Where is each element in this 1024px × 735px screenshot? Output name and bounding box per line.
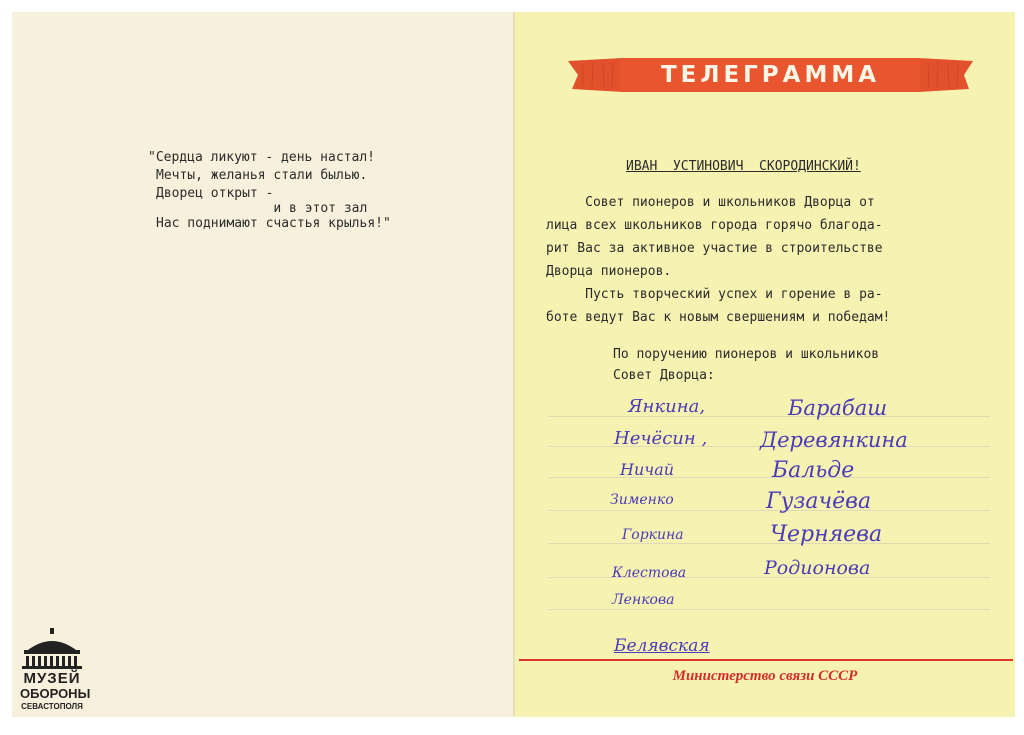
left-page bbox=[12, 12, 514, 717]
poem-line: Нас поднимают счастья крылья!" bbox=[156, 216, 391, 231]
ruled-line bbox=[548, 477, 990, 478]
logo-line: МУЗЕЙ bbox=[23, 670, 81, 687]
signature: Янкина, bbox=[628, 396, 706, 417]
logo-line: ОБОРОНЫ bbox=[20, 686, 91, 701]
signature: Деревянкина bbox=[760, 428, 908, 452]
body-line: лица всех школьников города горячо благода- bbox=[546, 218, 883, 233]
signature: Нечёсин , bbox=[614, 428, 708, 449]
footer-rule bbox=[519, 659, 1013, 661]
museum-logo bbox=[20, 628, 91, 718]
body-line: Пусть творческий успех и горение в ра- bbox=[546, 287, 883, 302]
addressee: ИВАН УСТИНОВИЧ СКОРОДИНСКИЙ! bbox=[626, 159, 861, 174]
signature: Барабаш bbox=[788, 396, 888, 420]
signature: Черняева bbox=[770, 522, 883, 547]
telegram-banner bbox=[568, 58, 973, 92]
signature: Ленкова bbox=[612, 592, 675, 608]
closing-line: Совет Дворца: bbox=[613, 368, 715, 383]
signature: Гузачёва bbox=[766, 489, 872, 514]
signature: Родионова bbox=[764, 557, 871, 579]
closing-line: По поручению пионеров и школьников bbox=[613, 347, 880, 362]
ministry-footer: Министерство связи СССР bbox=[672, 668, 858, 684]
signature: Бальде bbox=[772, 458, 855, 483]
logo-line: СЕВАСТОПОЛЯ bbox=[21, 702, 83, 711]
ruled-line bbox=[548, 416, 990, 417]
body-line: Совет пионеров и школьников Дворца от bbox=[546, 195, 875, 210]
ruled-line bbox=[548, 543, 990, 544]
signature: Белявская bbox=[614, 636, 710, 656]
poem-line: Мечты, желанья стали былью. bbox=[156, 168, 368, 183]
telegram-title: ТЕЛЕГРАММА bbox=[660, 62, 881, 88]
ruled-line bbox=[548, 609, 990, 610]
body-line: боте ведут Вас к новым свершениям и победам! bbox=[546, 310, 891, 325]
poem-line: и в этот зал bbox=[156, 201, 368, 216]
signature: Клестова bbox=[612, 565, 687, 581]
signature: Зименко bbox=[610, 492, 674, 508]
poem-line: Дворец открыт - bbox=[156, 186, 274, 201]
body-line: рит Вас за активное участие в строительстве bbox=[546, 241, 883, 256]
signature: Ничай bbox=[620, 460, 675, 479]
poem-line: "Сердца ликуют - день настал! bbox=[148, 150, 375, 165]
signature: Горкина bbox=[622, 527, 684, 543]
body-line: Дворца пионеров. bbox=[546, 264, 672, 279]
panorama-building-icon bbox=[20, 628, 84, 670]
